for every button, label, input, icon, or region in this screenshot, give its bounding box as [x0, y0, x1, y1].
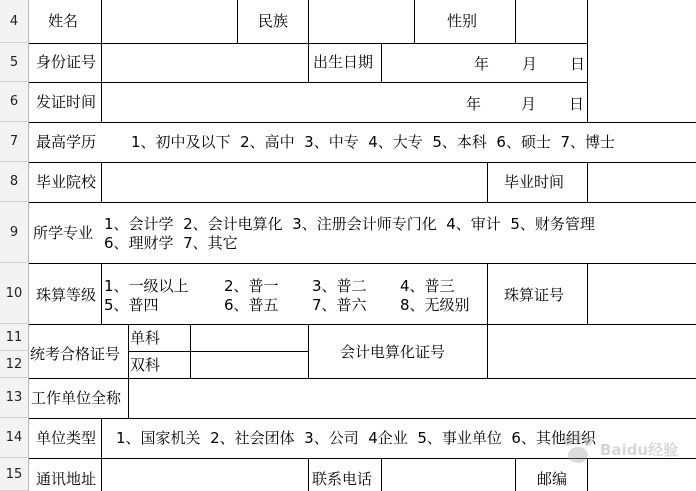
abacus-option[interactable]: 6、普五 — [224, 296, 279, 314]
graduate-school-cell[interactable] — [102, 163, 487, 202]
abacus-option[interactable]: 4、普三 — [400, 277, 455, 295]
grid-line — [29, 202, 696, 203]
grid-line — [587, 162, 588, 202]
row-header-9[interactable]: 9 — [0, 202, 29, 263]
education-options[interactable]: 1、初中及以下 2、高中 3、中专 4、大专 5、本科 6、硕士 7、博士 — [131, 133, 616, 151]
grid-line — [414, 0, 415, 43]
major-label: 所学专业 — [33, 224, 94, 242]
row-header-13[interactable]: 13 — [0, 378, 29, 418]
major-options-line2[interactable]: 6、理财学 7、其它 — [104, 234, 238, 252]
ethnicity-cell[interactable] — [309, 1, 414, 43]
row-header-4[interactable]: 4 — [0, 0, 29, 43]
grid-line — [101, 263, 102, 324]
abacus-option[interactable]: 5、普四 — [104, 296, 159, 314]
abacus-option[interactable]: 1、一级以上 — [104, 277, 189, 295]
grid-line — [29, 122, 696, 123]
single-subject-cell[interactable] — [191, 325, 308, 351]
id-number-label: 身份证号 — [36, 53, 97, 71]
single-subject-label: 单科 — [130, 329, 161, 347]
grid-line — [515, 458, 516, 491]
row-header-6[interactable]: 6 — [0, 82, 29, 122]
row-header-14[interactable]: 14 — [0, 418, 29, 458]
name-cell[interactable] — [102, 1, 237, 43]
major-options-line1[interactable]: 1、会计学 2、会计电算化 3、注册会计师专门化 4、审计 5、财务管理 — [104, 215, 595, 233]
postcode-label: 邮编 — [537, 470, 568, 488]
birth-day-unit: 日 — [570, 55, 586, 73]
birth-month-unit: 月 — [522, 55, 538, 73]
grid-line — [29, 324, 696, 325]
grid-line — [29, 82, 587, 83]
row-header-8[interactable]: 8 — [0, 162, 29, 202]
abacus-option[interactable]: 2、普一 — [224, 277, 279, 295]
double-subject-label: 双科 — [130, 356, 161, 374]
row-header-7[interactable]: 7 — [0, 122, 29, 162]
grid-line — [308, 458, 309, 491]
graduate-school-label: 毕业院校 — [36, 173, 97, 191]
abacus-option[interactable]: 7、普六 — [312, 296, 367, 314]
birth-date-label: 出生日期 — [313, 53, 374, 71]
row-header-15[interactable]: 15 — [0, 458, 29, 491]
employer-full-name-label: 工作单位全称 — [31, 389, 122, 407]
grid-line — [381, 43, 382, 82]
grid-line — [487, 324, 488, 378]
ethnicity-label: 民族 — [258, 12, 289, 30]
grid-line — [587, 458, 588, 491]
grid-line — [487, 263, 488, 324]
phone-label: 联系电话 — [312, 470, 373, 488]
employer-type-label: 单位类型 — [36, 429, 97, 447]
grid-line — [308, 324, 309, 378]
grid-line — [29, 263, 696, 264]
grid-line — [308, 43, 309, 82]
row-header-5[interactable]: 5 — [0, 43, 29, 82]
employer-full-name-cell[interactable] — [129, 379, 696, 418]
birth-year-unit: 年 — [474, 55, 490, 73]
abacus-option[interactable]: 8、无级别 — [400, 296, 470, 314]
name-label: 姓名 — [48, 12, 79, 30]
issue-date-label: 发证时间 — [36, 93, 97, 111]
accounting-computer-cert-label: 会计电算化证号 — [340, 343, 446, 361]
row-header-12[interactable]: 12 — [0, 351, 29, 378]
watermark-text: Baidu经验 — [600, 441, 679, 459]
phone-cell[interactable] — [382, 459, 515, 491]
abacus-option[interactable]: 3、普二 — [312, 277, 367, 295]
abacus-level-label: 珠算等级 — [36, 286, 97, 304]
issue-day-unit: 日 — [569, 95, 585, 113]
gender-cell[interactable] — [516, 1, 587, 43]
address-cell[interactable] — [102, 459, 308, 491]
row-header-10[interactable]: 10 — [0, 263, 29, 324]
double-subject-cell[interactable] — [191, 352, 308, 378]
grid-line — [587, 263, 588, 324]
gender-label: 性别 — [447, 12, 478, 30]
address-label: 通讯地址 — [36, 470, 97, 488]
id-number-cell[interactable] — [102, 44, 308, 82]
issue-year-unit: 年 — [466, 95, 482, 113]
employer-type-options[interactable]: 1、国家机关 2、社会团体 3、公司 4企业 5、事业单位 6、其他组织 — [116, 429, 596, 447]
grid-line — [587, 0, 588, 122]
education-label: 最高学历 — [36, 133, 97, 151]
grid-line — [237, 0, 238, 43]
abacus-cert-label: 珠算证号 — [504, 286, 565, 304]
graduate-time-label: 毕业时间 — [504, 173, 565, 191]
grid-line — [487, 162, 488, 202]
exam-cert-label: 统考合格证号 — [30, 345, 121, 363]
issue-month-unit: 月 — [521, 95, 537, 113]
row-header-11[interactable]: 11 — [0, 324, 29, 351]
grid-line — [29, 418, 696, 419]
